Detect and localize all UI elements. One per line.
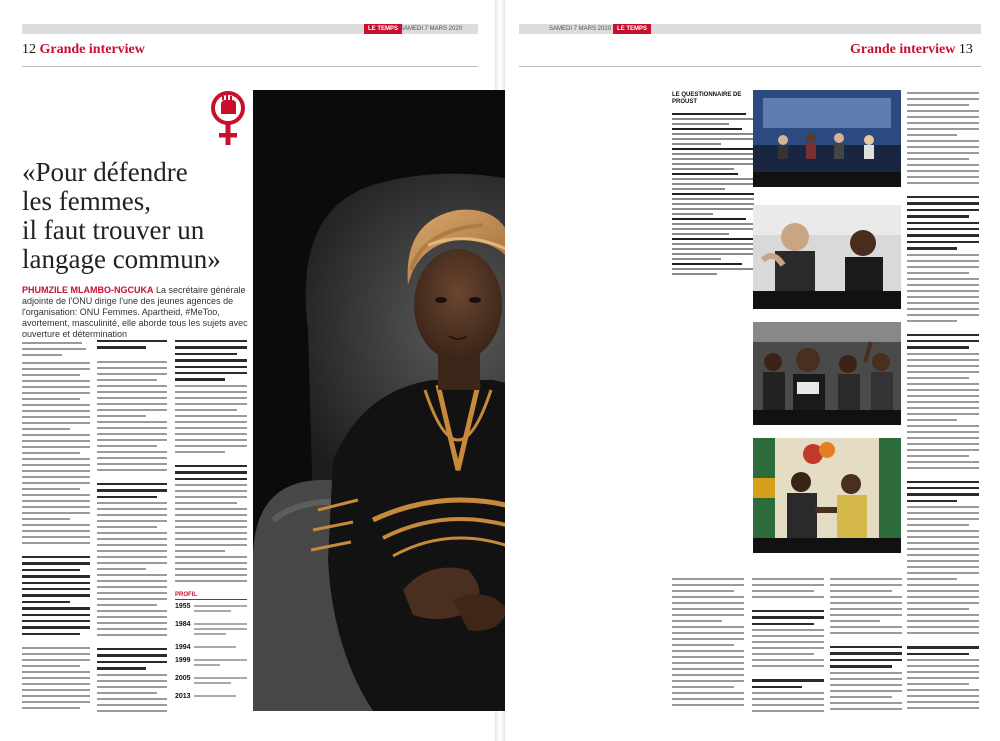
right-page-header xyxy=(850,42,973,58)
venus-fist-icon xyxy=(206,88,250,150)
headline-line: langage commun» xyxy=(22,244,221,274)
headline-line: les femmes, xyxy=(22,186,151,216)
questionnaire-title: LE QUESTIONNAIRE DE PROUST xyxy=(672,92,742,105)
headline xyxy=(22,158,247,274)
body-column-1 xyxy=(22,362,90,712)
byline-line xyxy=(22,348,86,350)
byline xyxy=(22,342,92,360)
profile-row xyxy=(175,621,247,638)
right-header-rule xyxy=(519,66,981,67)
left-header-rule xyxy=(22,66,478,67)
photo-conference-panel xyxy=(753,90,901,172)
headline-line: il faut trouver un xyxy=(22,215,205,245)
right-section-title: Grande interview xyxy=(850,42,956,57)
photo-caption xyxy=(753,410,901,425)
right-column-1 xyxy=(672,578,744,712)
photo-crowd xyxy=(753,322,901,410)
left-page-number: 12 xyxy=(22,42,36,57)
photo-caption xyxy=(753,172,901,187)
profile-year: 2005 xyxy=(175,675,191,682)
profile-row xyxy=(175,693,247,700)
photo-conversation xyxy=(753,205,901,291)
profile-title: PROFIL xyxy=(175,592,247,600)
profile-year: 2013 xyxy=(175,693,191,700)
right-section-tag: LE TEMPS xyxy=(613,24,651,34)
left-section-tag: LE TEMPS xyxy=(364,24,402,34)
left-date: SAMEDI 7 MARS 2020 xyxy=(400,26,463,32)
profile-row xyxy=(175,644,247,651)
right-column-2 xyxy=(752,578,824,712)
headline-line: «Pour défendre xyxy=(22,157,188,187)
profile-row xyxy=(175,603,247,615)
profile-year: 1999 xyxy=(175,657,191,664)
profile-row xyxy=(175,675,247,687)
dek-text: La secrétaire générale adjointe de l'ONU dirige l'une des jeunes agences de l'organisation: ONU Femmes. Apartheid, #MeToo, avortement, masculinité, elle aborde tous les sujets avec ouverture et détermination xyxy=(22,285,248,339)
body-column-3 xyxy=(175,340,247,585)
byline-line xyxy=(22,354,62,356)
right-column-3 xyxy=(830,578,902,712)
photo-caption xyxy=(753,538,901,553)
dek xyxy=(22,285,250,340)
byline-line xyxy=(22,342,82,344)
profile-year: 1984 xyxy=(175,621,191,628)
profile-box xyxy=(175,592,247,706)
dek-name: PHUMZILE MLAMBO-NGCUKA xyxy=(22,285,154,295)
proust-questionnaire xyxy=(672,92,754,278)
profile-year: 1994 xyxy=(175,644,191,651)
body-column-2 xyxy=(97,340,167,712)
right-column-4 xyxy=(907,92,979,712)
left-top-bar xyxy=(22,24,478,34)
profile-year: 1955 xyxy=(175,603,191,610)
left-page-header xyxy=(22,42,145,58)
right-page-number: 13 xyxy=(958,42,973,57)
right-date: SAMEDI 7 MARS 2020 xyxy=(549,26,612,32)
left-section-title: Grande interview xyxy=(39,42,145,57)
photo-caption xyxy=(753,291,901,309)
profile-row xyxy=(175,657,247,669)
photo-handshake xyxy=(753,438,901,538)
right-top-bar xyxy=(519,24,981,34)
